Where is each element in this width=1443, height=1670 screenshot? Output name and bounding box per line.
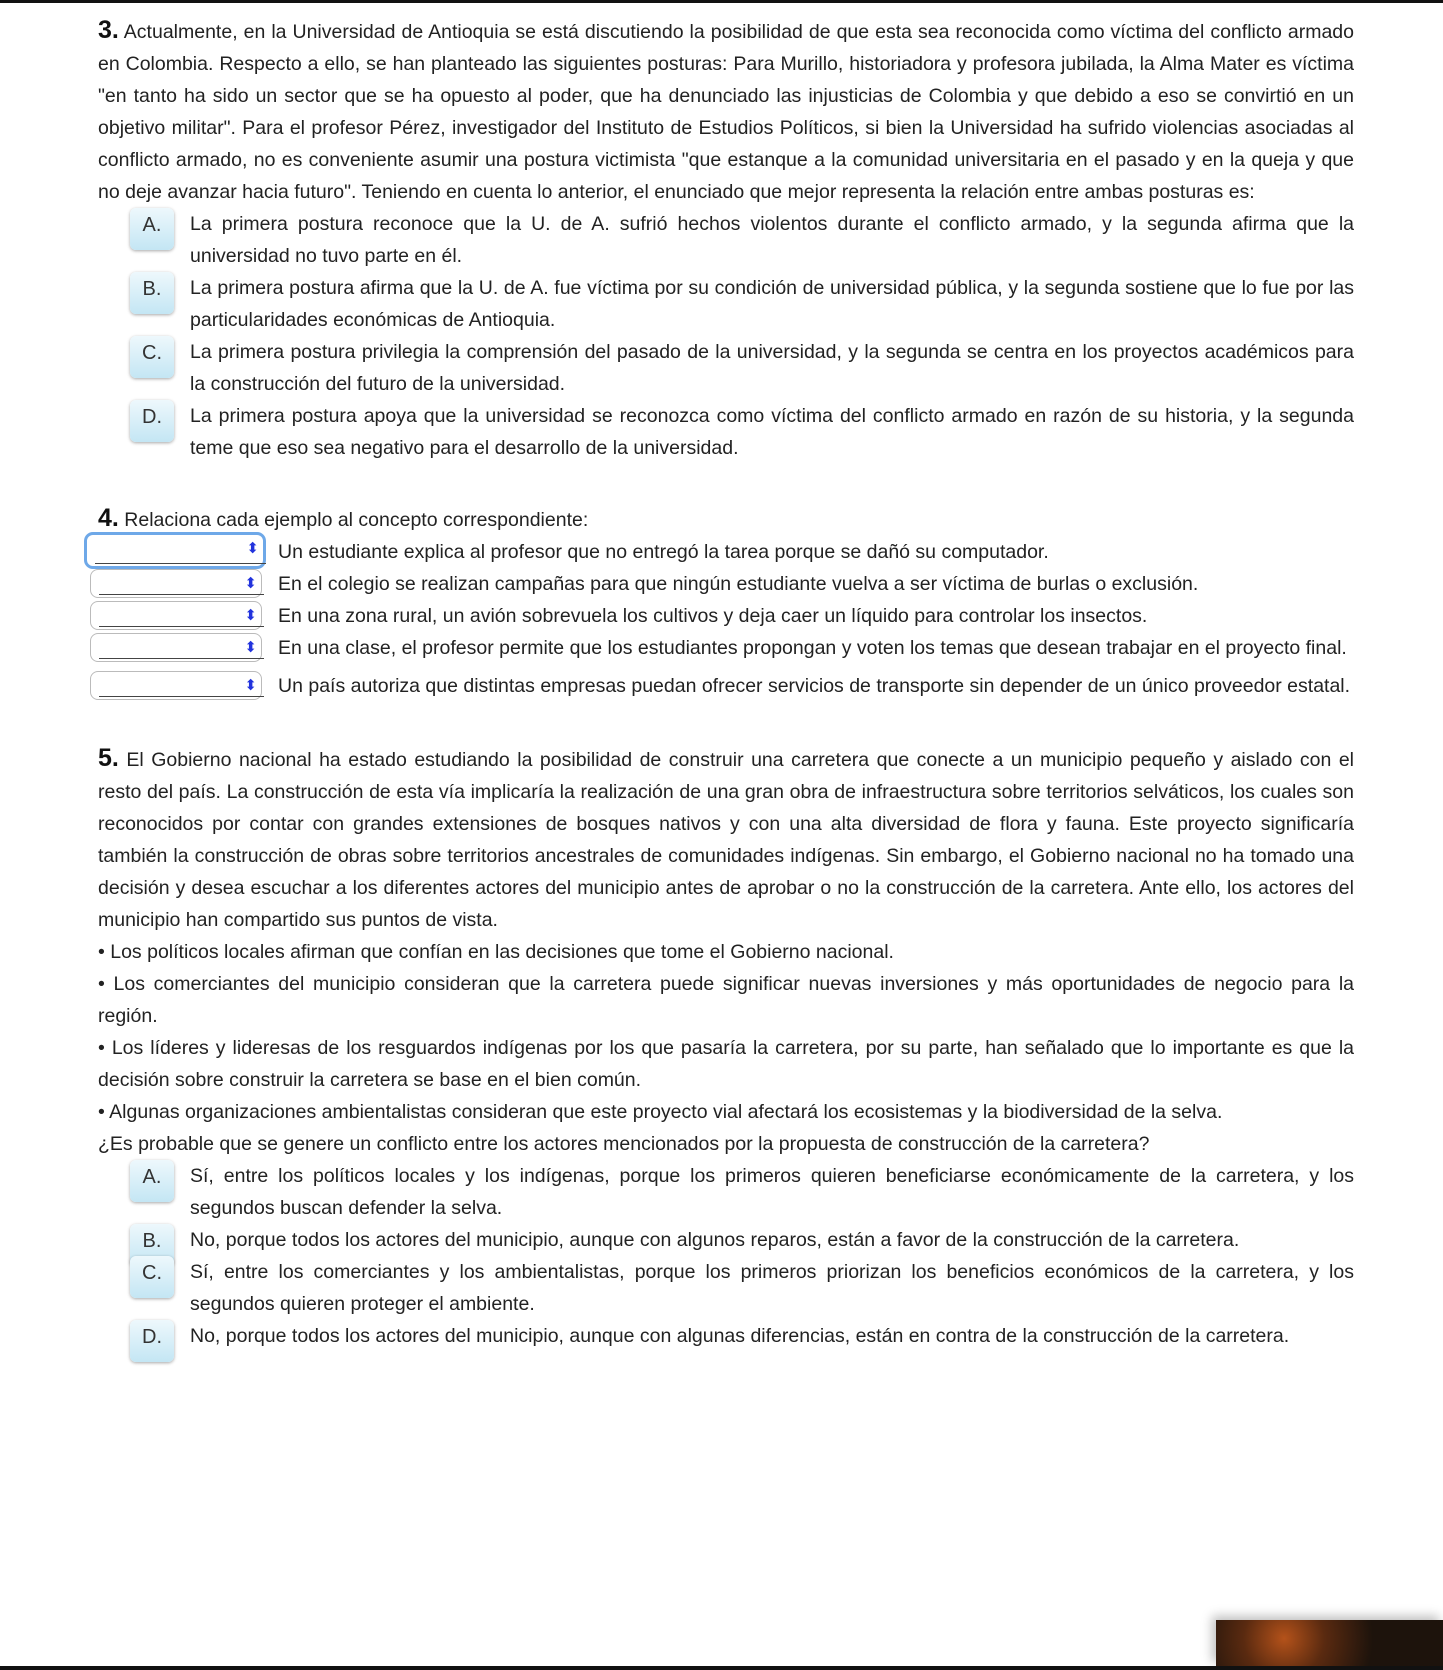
option-letter-button[interactable]: D. <box>130 400 174 442</box>
up-down-chevron-icon: ⬍ <box>244 677 257 694</box>
option-letter-button[interactable]: B. <box>130 272 174 314</box>
decorative-photo <box>1216 1620 1443 1666</box>
actor-viewpoint: • Los líderes y lideresas de los resguardos indígenas por los que pasaría la carretera, por su parte, han señalado que lo importante es que la decisión sobre construir la carretera se base en el bien común. <box>98 1037 1354 1091</box>
question-text: El Gobierno nacional ha estado estudiando la posibilidad de construir una carretera que conecte a un municipio pequeño y aislado con el resto del país. La construcción de esta vía implicaría la realización de una gran obra de infraestructura sobre territorios selváticos, los cuales son reconocidos por contar con grandes extensiones de bosques nativos y con una alta diversidad de flora y fauna. Este proyecto significaría también la construcción de obras sobre territorios ancestrales de comunidades indígenas. Sin embargo, el Gobierno nacional no ha tomado una decisión y desea escuchar a los diferentes actores del municipio antes de aprobar o no la construcción de la carretera. Ante ello, los actores del municipio han compartido sus puntos de vista. <box>98 749 1354 931</box>
match-row <box>98 536 1354 568</box>
option-text: No, porque todos los actores del municipio, aunque con algunos reparos, están a favor de la construcción de la carretera. <box>190 1229 1240 1251</box>
concept-select[interactable] <box>90 633 262 662</box>
option-c[interactable] <box>98 1256 1354 1320</box>
match-row <box>98 600 1354 632</box>
option-d[interactable] <box>98 1320 1354 1352</box>
bottom-border <box>0 1666 1443 1670</box>
concept-select[interactable] <box>90 601 262 630</box>
blank-line <box>99 696 264 697</box>
question-5-stem <box>98 742 1354 936</box>
actor-viewpoint: • Los comerciantes del municipio consideran que la carretera puede significar nuevas inversiones y más oportunidades de negocio para la región. <box>98 973 1354 1027</box>
up-down-chevron-icon: ⬍ <box>244 607 257 624</box>
option-b[interactable] <box>98 1224 1354 1256</box>
actor-viewpoint: • Los políticos locales afirman que confían en las decisiones que tome el Gobierno nacional. <box>98 941 894 963</box>
blank-line <box>99 658 264 659</box>
match-row <box>98 670 1354 702</box>
option-letter-button[interactable]: C. <box>130 336 174 378</box>
match-row <box>98 632 1354 664</box>
concept-select[interactable] <box>90 671 262 700</box>
question-3-options <box>98 208 1354 464</box>
option-letter-button[interactable]: D. <box>130 1320 174 1362</box>
option-letter-button[interactable]: A. <box>130 1160 174 1202</box>
up-down-chevron-icon: ⬍ <box>244 575 257 592</box>
match-row <box>98 568 1354 600</box>
concept-select[interactable] <box>84 532 266 569</box>
worksheet-page <box>98 14 1354 1352</box>
blank-line <box>95 563 266 564</box>
example-text: Un estudiante explica al profesor que no entregó la tarea porque se dañó su computador. <box>278 541 1049 563</box>
question-5 <box>98 742 1354 1352</box>
option-text: Sí, entre los políticos locales y los indígenas, porque los primeros quieren beneficiarse económicamente de la carretera, y los segundos buscan defender la selva. <box>190 1165 1354 1219</box>
question-text: Actualmente, en la Universidad de Antioquia se está discutiendo la posibilidad de que esta sea reconocida como víctima del conflicto armado en Colombia. Respecto a ello, se han planteado las siguientes posturas: Para Murillo, historiadora y profesora jubilada, la Alma Mater es víctima "en tanto ha sido un sector que se ha opuesto al poder, que ha denunciado las injusticias de Colombia y que debido a eso se convirtió en un objetivo militar". Para el profesor Pérez, investigador del Instituto de Estudios Políticos, si bien la Universidad ha sufrido violencias asociadas al conflicto armado, no es conveniente asumir una postura victimista "que estanque a la comunidad universitaria en el pasado y en la queja y que no deje avanzar hacia futuro". Teniendo en cuenta lo anterior, el enunciado que mejor representa la relación entre ambas posturas es: <box>98 21 1355 203</box>
option-text: La primera postura reconoce que la U. de A. sufrió hechos violentos durante el conflicto armado, y la segunda afirma que la universidad no tuvo parte en él. <box>190 213 1354 267</box>
option-d[interactable] <box>98 400 1354 464</box>
example-text: Un país autoriza que distintas empresas puedan ofrecer servicios de transporte sin depender de un único proveedor estatal. <box>278 675 1351 697</box>
question-4 <box>98 502 1354 702</box>
option-text: Sí, entre los comerciantes y los ambientalistas, porque los primeros priorizan los beneficios económicos de la carretera, y los segundos quieren proteger el ambiente. <box>190 1261 1354 1315</box>
question-4-stem <box>98 502 1354 536</box>
blank-line <box>99 626 264 627</box>
option-b[interactable] <box>98 272 1354 336</box>
example-text: En el colegio se realizan campañas para que ningún estudiante vuelva a ser víctima de burlas o exclusión. <box>278 573 1199 595</box>
option-text: La primera postura afirma que la U. de A. fue víctima por su condición de universidad pública, y la segunda sostiene que lo fue por las particularidades económicas de Antioquia. <box>190 277 1354 331</box>
option-text: No, porque todos los actores del municipio, aunque con algunas diferencias, están en contra de la construcción de la carretera. <box>190 1325 1290 1347</box>
actor-viewpoint: • Algunas organizaciones ambientalistas consideran que este proyecto vial afectará los ecosistemas y la biodiversidad de la selva. <box>98 1101 1223 1123</box>
question-5-prompt: ¿Es probable que se genere un conflicto entre los actores mencionados por la propuesta de construcción de la carretera? <box>98 1133 1150 1155</box>
question-number: 4. <box>98 504 119 532</box>
up-down-chevron-icon: ⬍ <box>246 540 259 557</box>
question-3-stem <box>98 14 1354 208</box>
option-a[interactable] <box>98 208 1354 272</box>
option-c[interactable] <box>98 336 1354 400</box>
question-3 <box>98 14 1354 464</box>
option-letter-button[interactable]: C. <box>130 1256 174 1298</box>
concept-select[interactable] <box>90 569 262 598</box>
option-text: La primera postura privilegia la comprensión del pasado de la universidad, y la segunda se centra en los proyectos académicos para la construcción del futuro de la universidad. <box>190 341 1354 395</box>
question-number: 3. <box>98 16 119 44</box>
question-text: Relaciona cada ejemplo al concepto correspondiente: <box>124 509 589 531</box>
option-letter-button[interactable]: A. <box>130 208 174 250</box>
top-border <box>0 0 1443 3</box>
up-down-chevron-icon: ⬍ <box>244 639 257 656</box>
example-text: En una clase, el profesor permite que los estudiantes propongan y voten los temas que desean trabajar en el proyecto final. <box>278 637 1347 659</box>
option-text: La primera postura apoya que la universidad se reconozca como víctima del conflicto armado en razón de su historia, y la segunda teme que eso sea negativo para el desarrollo de la universidad. <box>190 405 1354 459</box>
example-text: En una zona rural, un avión sobrevuela los cultivos y deja caer un líquido para controlar los insectos. <box>278 605 1148 627</box>
option-a[interactable] <box>98 1160 1354 1224</box>
question-number: 5. <box>98 744 119 772</box>
question-5-options <box>98 1160 1354 1352</box>
blank-line <box>99 594 264 595</box>
option-letter-button[interactable]: B. <box>130 1224 174 1266</box>
